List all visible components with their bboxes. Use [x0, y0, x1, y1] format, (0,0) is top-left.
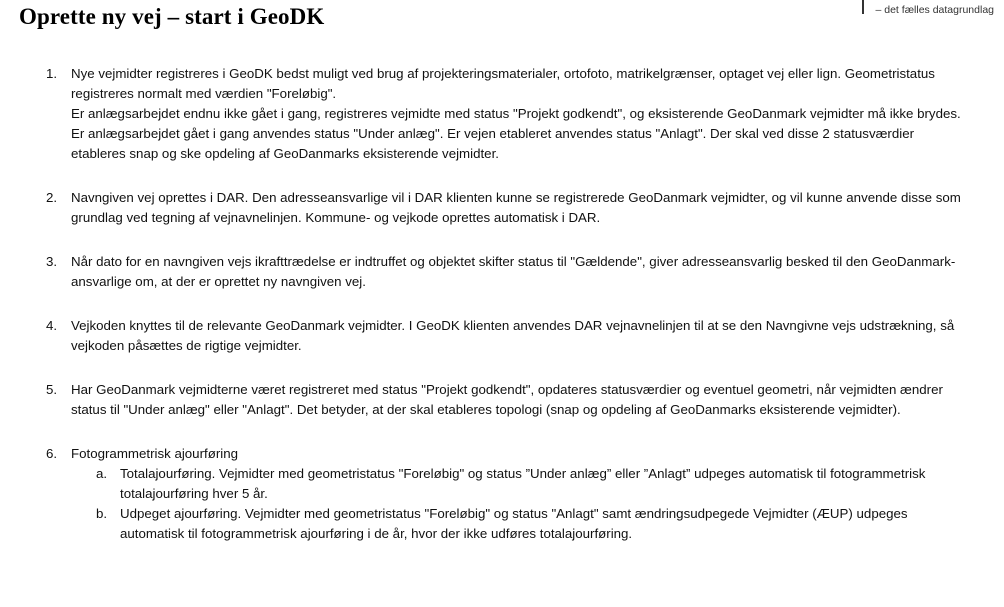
- item-paragraph: Når dato for en navngiven vejs ikrafttrædelse er indtruffet og objektet skifter status til "Gældende", giver adresseansvarlig besked til den GeoDanmark-ansvarlige om, at der er oprettet ny navngiven vej.: [71, 254, 956, 289]
- sub-item-letter: a.: [96, 466, 108, 481]
- header-tagline: [862, 4, 994, 16]
- sub-item-letter: b.: [96, 506, 108, 521]
- sub-item-text: Udpeget ajourføring. Vejmidter med geometristatus "Foreløbig" og status "Anlagt" samt ændringsudpegede Vejmidter (ÆUP) udpeges automatisk til fotogrammetrisk ajourføring i de år, hvor der ikke udføres totalajourføring.: [120, 506, 908, 541]
- list-item-2: [0, 188, 1004, 228]
- item-paragraph: Har GeoDanmark vejmidterne været registreret med status "Projekt godkendt", opdateres statusværdier og eventuel geometri, når vejmidten ændrer status til "Under anlæg" eller "Anlagt". Det betyder, at der skal etableres topologi (snap og opdeling af GeoDanmarks eksisterende vejmidter).: [71, 382, 943, 417]
- item-paragraph: Er anlægsarbejdet gået i gang anvendes status "Under anlæg". Er vejen etableret anvendes status "Anlagt". Der skal ved disse 2 statusværdier etableres snap og ske opdeling af GeoDanmarks eksisterende vejmidter.: [71, 126, 915, 161]
- item-number: 5.: [46, 382, 58, 397]
- tagline-text: – det fælles datagrundlag: [875, 4, 994, 16]
- lettered-sublist: [71, 464, 964, 544]
- list-item-5: [0, 380, 1004, 420]
- sub-item-text: Totalajourføring. Vejmidter med geometristatus "Foreløbig" og status ”Under anlæg” eller ”Anlagt” udpeges automatisk til fotogrammetrisk totalajourføring hver 5 år.: [120, 466, 926, 501]
- sublist-item-a: [71, 464, 964, 504]
- sublist-item-b: [71, 504, 964, 544]
- item-paragraph: Er anlægsarbejdet endnu ikke gået i gang, registreres vejmidte med status "Projekt godkendt", og eksisterende GeoDanmark vejmidter må ikke brydes.: [71, 106, 961, 121]
- item-paragraph: Fotogrammetrisk ajourføring: [71, 446, 238, 461]
- item-paragraph: Vejkoden knyttes til de relevante GeoDanmark vejmidter. I GeoDK klienten anvendes DAR vejnavnelinjen til at se den Navngivne vejs udstrækning, så vejkoden påsættes de rigtige vejmidter.: [71, 318, 955, 353]
- item-number: 4.: [46, 318, 58, 333]
- tagline-divider: [862, 0, 864, 14]
- page-title: Oprette ny vej – start i GeoDK: [19, 4, 325, 29]
- item-number: 2.: [46, 190, 58, 205]
- item-paragraph: Navngiven vej oprettes i DAR. Den adresseansvarlige vil i DAR klienten kunne se registrerede GeoDanmark vejmidter, og vil kunne anvende disse som grundlag ved tegning af vejnavnelinjen. Kommune- og vejkode oprettes automatisk i DAR.: [71, 190, 961, 225]
- list-item-6: [0, 444, 1004, 544]
- item-number: 1.: [46, 66, 58, 81]
- list-item-1: [0, 64, 1004, 164]
- item-paragraph: Nye vejmidter registreres i GeoDK bedst muligt ved brug af projekteringsmaterialer, ortofoto, matrikelgrænser, optaget vej eller lign. Geometristatus registreres normalt med værdien "Foreløbig".: [71, 66, 935, 101]
- item-number: 3.: [46, 254, 58, 269]
- numbered-list: [0, 64, 1004, 544]
- document-body: [0, 64, 1004, 568]
- item-number: 6.: [46, 446, 58, 461]
- list-item-4: [0, 316, 1004, 356]
- list-item-3: [0, 252, 1004, 292]
